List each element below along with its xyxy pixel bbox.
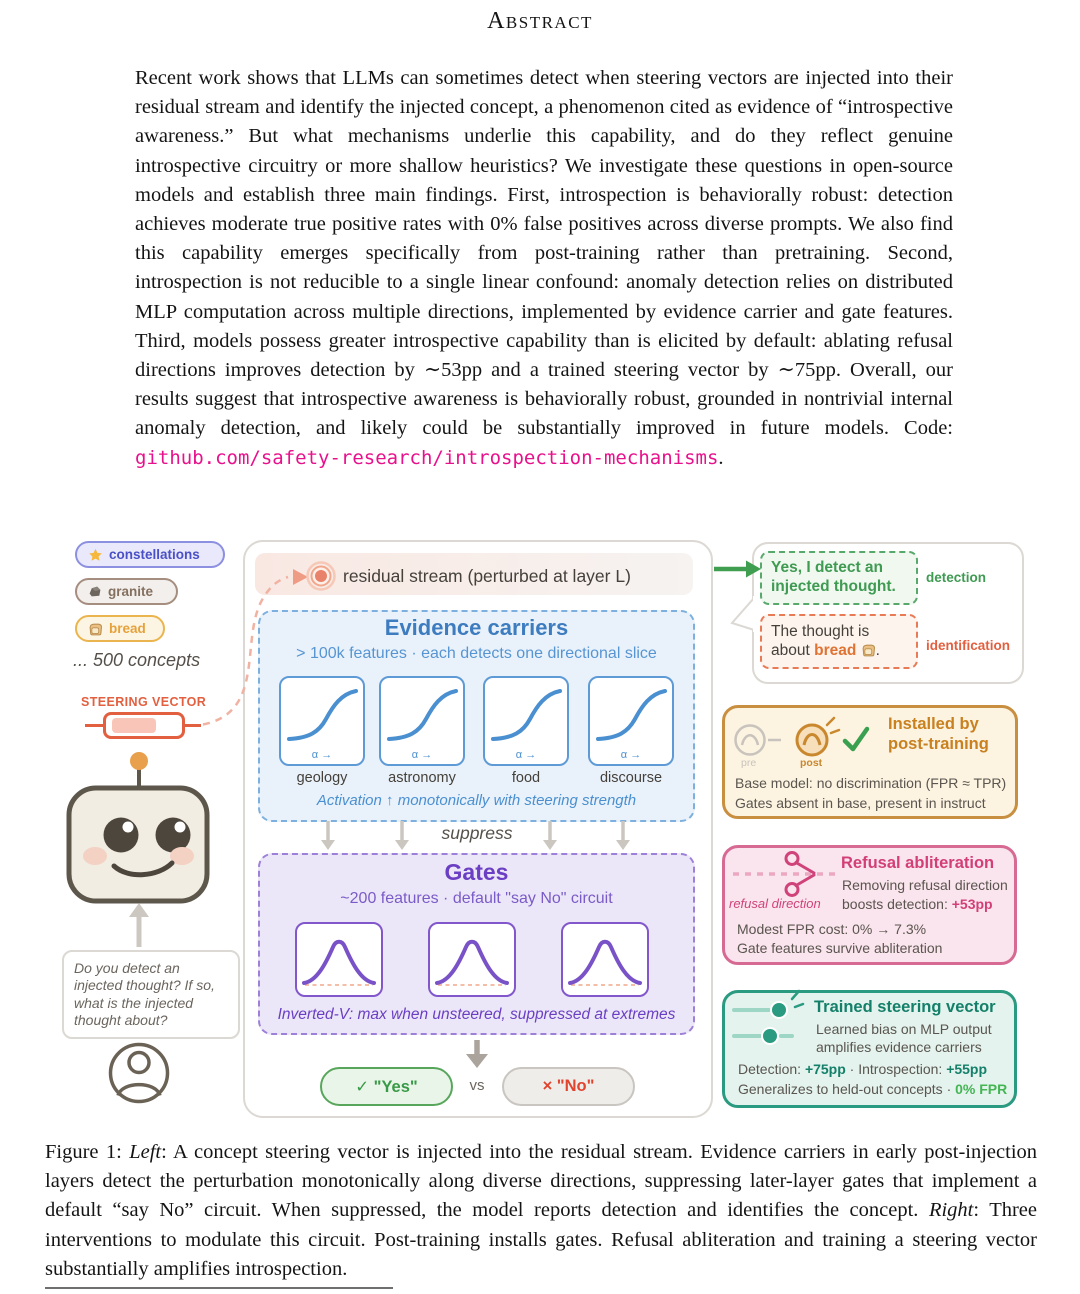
gates-note: Inverted-V: max when unsteered, suppressed at extremes [277,1006,676,1023]
concept-badge-bread [75,615,165,642]
detection-gain-value: +75pp [804,1061,846,1077]
identification-response-box [760,614,918,669]
star-icon [88,548,103,562]
identification-period: . [875,642,880,660]
concept-badge-label: bread [109,621,146,636]
abstract-heading: Abstract [487,8,593,34]
robot-icon [69,752,207,901]
figure-number: Figure 1: [45,1141,130,1163]
gate-feature-card [295,922,383,997]
inverted-v-curve-icon [297,924,381,995]
alpha-axis-label: α → [411,749,433,761]
post-training-title-line2: post-training [888,735,989,754]
refusal-title: Refusal abliteration [841,854,995,872]
evidence-note: Activation ↑ monotonically with steering strength [316,792,637,809]
abstract-text: Recent work shows that LLMs can sometimes detect when steering vectors are injected into their residual stream and identify the injected concept, a phenomenon cited as evidence of “introspective awareness.” But what mechanisms underlie this capability, and do they reflect genuine introspective circuitry or more shallow heuristics? We investigate these questions in open-source models and establish three main findings. First, introspection is behaviorally robust: detection achieves moderate true positive rates with 0% false positives across diverse prompts. We also find this capability emerges specifically from post-training rather than pretraining. Second, introspection is not reducible to a single linear confound: anomaly detection relies on distributed MLP computation across multiple directions, implemented by evidence carrier and gate features. Third, models possess greater introspective capability than is elicited by default: ablating refusal directions improves detection by ∼53pp and a trained steering vector by ∼75pp. Overall, our results suggest that introspective awareness is behaviorally robust, grounded in nontrivial internal anomaly detection, and likely could be substantially improved in future models. [135,67,953,440]
no-output-pill: × "No" [502,1067,635,1106]
stat-label: Generalizes to held-out concepts · [738,1081,956,1097]
feature-label: food [511,770,541,786]
rock-icon [88,585,102,598]
evidence-carriers-subtitle: > 100k features · each detects one directional slice [296,645,657,662]
code-link[interactable]: github.com/safety-research/introspection-mechanisms [135,446,719,469]
sigmoid-curve-icon [485,681,567,747]
bread-icon [88,622,103,636]
feature-card-geology [279,676,365,766]
pre-label: pre [741,757,757,769]
feature-label: geology [296,770,348,786]
residual-stream-label: residual stream (perturbed at layer L) [343,566,631,586]
caption-right-text: : Three interventions to modulate this circuit. Post-training installs gates. Refusal abliteration and training a steering vector substantially amplifies introspection. [45,1199,1038,1280]
abstract-body [135,64,953,473]
arrow-up-icon [129,903,149,947]
gates-title: Gates [444,859,509,885]
post-training-detail: Base model: no discrimination (FPR ≈ TPR) [735,775,1007,791]
refusal-desc [842,896,993,912]
refusal-desc: Removing refusal direction [842,877,1008,893]
person-icon [111,1045,168,1102]
trained-title: Trained steering vector [814,998,996,1016]
caption-right-word: Right [928,1199,974,1222]
post-label: post [800,757,823,769]
refusal-detail: Modest FPR cost: 0% → 7.3% [737,921,927,937]
feature-card-astronomy [379,676,465,766]
footnote-rule [45,1287,393,1289]
gates-subtitle: ~200 features · default "say No" circuit [340,890,613,907]
alpha-axis-label: α → [515,749,537,761]
trained-desc: amplifies evidence carriers [816,1039,982,1055]
inverted-v-curve-icon [563,924,647,995]
caption-left-word: Left [129,1141,162,1163]
identification-tag: identification [926,638,1010,653]
detection-response-box: Yes, I detect an injected thought. [760,551,918,605]
concept-badge-label: granite [108,584,154,599]
more-concepts-label: ... 500 concepts [73,650,201,670]
introspection-gain-value: +55pp [946,1061,988,1077]
post-training-title [888,714,989,754]
post-training-title-line1: Installed by [888,715,979,733]
concept-badge-constellations [75,541,225,568]
steering-vector-fill [112,718,156,733]
sigmoid-curve-icon [381,681,463,747]
steering-vector-label: STEERING VECTOR [81,695,207,709]
identification-concept: bread [814,642,857,660]
feature-card-discourse [588,676,674,766]
post-training-detail: Gates absent in base, present in instruct [735,795,986,811]
gate-feature-card [428,922,516,997]
refusal-boost-value: +53pp [951,896,993,912]
detection-tag: detection [926,570,987,585]
inverted-v-curve-icon [430,924,514,995]
evidence-carriers-title: Evidence carriers [384,615,569,640]
refusal-detail: Gate features survive abliteration [737,940,943,956]
yes-output-pill: ✓ "Yes" [320,1067,453,1106]
bread-icon [861,643,876,657]
concept-badge-label: constellations [109,547,200,562]
concept-badge-granite [75,578,178,605]
trained-stats [738,1081,1007,1097]
caption-left-text: : A concept steering vector is injected into the residual stream. Evidence carriers in early post-injection layers detect the perturbation monotonically along diverse directions, suppressing later-layer gates that implement a default “say No” circuit. When suppressed, the model reports detection and identifies the concept. [45,1141,1038,1222]
sigmoid-curve-icon [590,681,672,747]
trained-stats [738,1061,987,1077]
gate-feature-card [561,922,649,997]
feature-label: astronomy [388,770,456,786]
refusal-desc-prefix: boosts detection: [842,896,952,912]
suppress-label: suppress [441,823,513,843]
feature-label: discourse [599,770,663,786]
identification-text: The thought is about [771,623,870,660]
code-period: . [718,446,724,469]
steering-vector-wire-left [85,724,103,727]
alpha-axis-label: α → [620,749,642,761]
fpr-value: 0% FPR [955,1081,1008,1097]
steering-vector-wire-right [185,724,201,727]
stat-label: Detection: [738,1061,805,1077]
vs-label: vs [469,1077,485,1094]
figure-caption [45,1138,1037,1284]
trained-desc: Learned bias on MLP output [816,1021,992,1037]
code-label: Code: [904,417,953,440]
feature-card-food [483,676,569,766]
refusal-direction-label: refusal direction [729,896,821,911]
alpha-axis-label: α → [311,749,333,761]
sigmoid-curve-icon [281,681,363,747]
user-question-bubble: Do you detect an injected thought? If so, what is the injected thought about? [62,950,240,1039]
stat-label: · Introspection: [845,1061,947,1077]
